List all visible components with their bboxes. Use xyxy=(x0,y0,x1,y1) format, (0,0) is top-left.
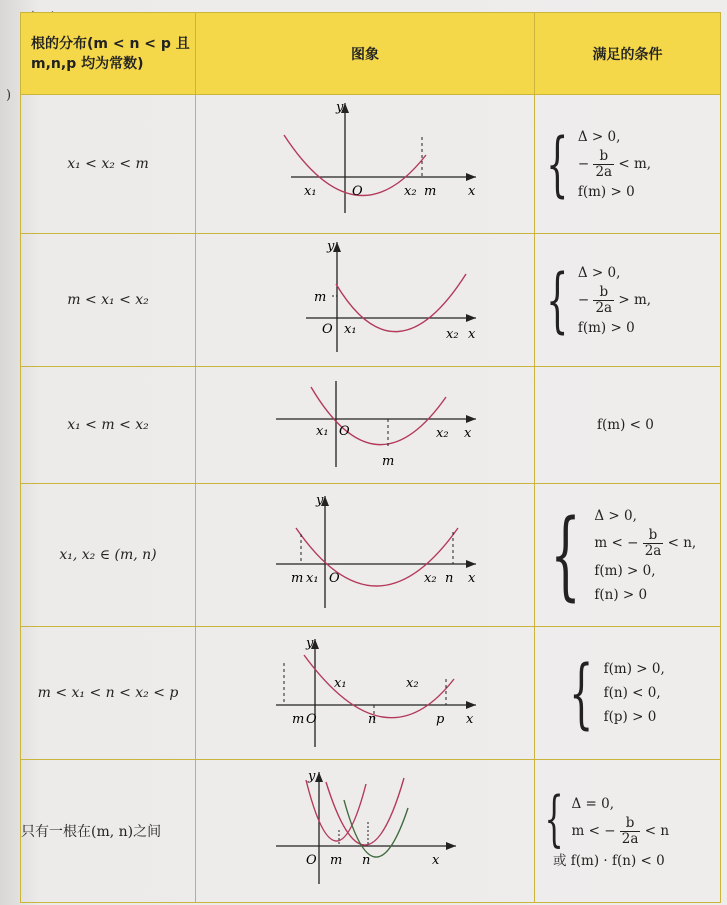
condition-line: f(p) > 0 xyxy=(603,709,657,725)
axis-label-x: x xyxy=(468,327,476,342)
condition-line: Δ > 0, xyxy=(577,264,621,281)
parabola-graph xyxy=(196,484,535,622)
condition-line: 或 f(m) · f(n) < 0 xyxy=(553,853,665,869)
fraction-b-2a: $\frac{b}{2a}$ xyxy=(595,147,613,180)
condition-line: Δ > 0, xyxy=(577,128,621,145)
parabola-graph xyxy=(196,234,535,362)
parabola-graph xyxy=(196,367,535,479)
condition-line: f(m) > 0, xyxy=(594,562,656,579)
distribution-cell: m < x₁ < x₂ xyxy=(21,234,196,367)
root-distribution-table xyxy=(20,12,721,903)
margin-paren: ) xyxy=(6,88,12,103)
point-label-n: n xyxy=(368,712,377,727)
origin-label: O xyxy=(339,424,350,439)
axis-label-x: x xyxy=(468,571,476,586)
axis-label-x: x xyxy=(464,426,472,441)
condition-line-frac: m < − $\frac{b}{2a}$ < n xyxy=(571,814,670,847)
fraction-b-2a: $\frac{b}{2a}$ xyxy=(621,814,639,847)
axis-label-y: y xyxy=(316,493,324,508)
axis-label-y: y xyxy=(308,769,316,784)
origin-label: O xyxy=(306,853,317,868)
origin-label: O xyxy=(306,712,317,727)
table-row xyxy=(21,484,721,627)
origin-label: O xyxy=(352,184,363,199)
graph-cell xyxy=(196,234,535,367)
root-label-x1: x₁ xyxy=(344,322,357,337)
header-requirement: 满足的条件 xyxy=(535,13,721,95)
header-row xyxy=(21,13,721,95)
distribution-cell: x₁ < x₂ < m xyxy=(21,95,196,234)
condition-cell xyxy=(535,627,721,760)
point-label-m: m xyxy=(292,712,305,727)
root-label-x1: x₁ xyxy=(316,424,329,439)
parabola-graph xyxy=(196,760,535,898)
parabola-graph xyxy=(196,95,535,229)
root-label-x1: x₁ xyxy=(334,676,347,691)
condition-cell xyxy=(535,367,721,484)
axis-label-x: x xyxy=(468,184,476,199)
condition-line-frac: m < − $\frac{b}{2a}$ < n, xyxy=(594,526,697,559)
table-row xyxy=(21,627,721,760)
point-label-p: p xyxy=(436,712,445,727)
table-row xyxy=(21,367,721,484)
condition-line-frac: − $\frac{b}{2a}$ > m, xyxy=(577,283,652,316)
table-row xyxy=(21,760,721,903)
axis-label-x: x xyxy=(466,712,474,727)
graph-cell xyxy=(196,627,535,760)
point-label-m: m xyxy=(382,454,395,469)
point-label-m: m xyxy=(291,571,304,586)
condition-line: f(m) < 0 xyxy=(597,417,654,433)
condition-line: Δ > 0, xyxy=(594,507,637,524)
condition-cell xyxy=(535,95,721,234)
brace-glyph: { xyxy=(546,259,569,341)
axis-label-y: y xyxy=(306,636,314,651)
brace-glyph: { xyxy=(546,123,569,205)
graph-cell xyxy=(196,367,535,484)
distribution-cell: x₁ < m < x₂ xyxy=(21,367,196,484)
condition-line: f(n) > 0 xyxy=(594,586,648,603)
header-condition: 根的分布(m < n < p 且 m,n,p 均为常数) xyxy=(21,13,196,95)
point-label-n: n xyxy=(445,571,454,586)
root-label-x2: x₂ xyxy=(436,426,449,441)
condition-line: f(n) < 0, xyxy=(603,685,661,701)
graph-cell xyxy=(196,95,535,234)
distribution-cell: x₁, x₂ ∈ (m, n) xyxy=(21,484,196,627)
origin-label: O xyxy=(322,322,333,337)
condition-line-frac: − $\frac{b}{2a}$ < m, xyxy=(577,147,652,180)
root-label-x1: x₁ xyxy=(306,571,319,586)
condition-cell xyxy=(535,234,721,367)
point-label-n: n xyxy=(362,853,371,868)
point-label-m: m xyxy=(424,184,437,199)
table-row xyxy=(21,95,721,234)
point-label-m: m xyxy=(330,853,343,868)
axis-label-y: y xyxy=(336,100,344,115)
condition-cell xyxy=(535,484,721,627)
root-label-x2: x₂ xyxy=(404,184,417,199)
distribution-cell: m < x₁ < n < x₂ < p xyxy=(21,627,196,760)
condition-line: f(m) > 0 xyxy=(577,183,635,200)
distribution-cell: 只有一根在(m, n)之间 xyxy=(21,760,196,903)
parabola-graph xyxy=(196,627,535,755)
brace-glyph: { xyxy=(569,648,594,737)
axis-label-x: x xyxy=(432,853,440,868)
condition-line: f(m) > 0 xyxy=(577,319,635,336)
brace-glyph: { xyxy=(544,784,564,854)
fraction-b-2a: $\frac{b}{2a}$ xyxy=(644,526,662,559)
fraction-b-2a: $\frac{b}{2a}$ xyxy=(595,283,613,316)
root-label-x2: x₂ xyxy=(446,327,459,342)
condition-line: Δ = 0, xyxy=(571,795,615,812)
graph-cell xyxy=(196,484,535,627)
root-label-x2: x₂ xyxy=(406,676,419,691)
header-graph: 图象 xyxy=(196,13,535,95)
graph-cell xyxy=(196,760,535,903)
point-label-m: m xyxy=(314,290,327,305)
root-label-x1: x₁ xyxy=(304,184,317,199)
table-row xyxy=(21,234,721,367)
condition-cell xyxy=(535,760,721,903)
axis-label-y: y xyxy=(327,239,335,254)
condition-line: f(m) > 0, xyxy=(603,661,665,677)
brace-glyph: { xyxy=(550,499,581,611)
root-label-x2: x₂ xyxy=(424,571,437,586)
origin-label: O xyxy=(329,571,340,586)
